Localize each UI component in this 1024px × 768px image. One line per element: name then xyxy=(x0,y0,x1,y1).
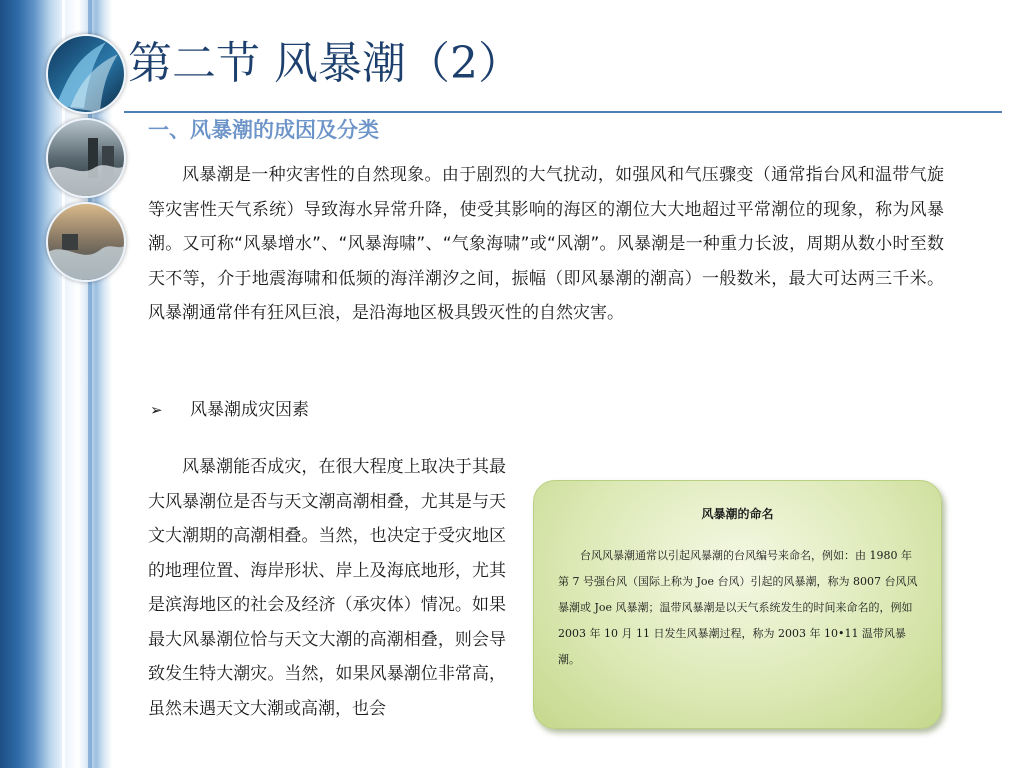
decorative-stripe xyxy=(88,0,92,768)
coastal-storm-photo xyxy=(46,118,126,198)
callout-title: 风暴潮的命名 xyxy=(701,507,774,521)
arrow-bullet-icon: ➢ xyxy=(150,401,163,419)
storm-surge-photo xyxy=(46,202,126,282)
callout-body: 台风风暴潮通常以引起风暴潮的台风编号来命名，例如：由 1980 年第 7 号强台风（国际上称为 Joe 台风）引起的风暴潮，称为 8007 台风风暴潮或 Joe 风暴潮；温带风暴潮是以天气系统发生的时间来命名的，例如 2003 年 10 月 11 日发生风暴潮过程，称为 2003 年 10•11 温带风暴潮。 xyxy=(558,549,918,666)
slide-title: 第二节 风暴潮（2） xyxy=(128,38,522,89)
title-divider xyxy=(124,111,1002,113)
naming-callout-box xyxy=(533,480,942,729)
intro-paragraph: 风暴潮是一种灾害性的自然现象。由于剧烈的大气扰动，如强风和气压骤变（通常指台风和温带气旋等灾害性天气系统）导致海水异常升降，使受其影响的海区的潮位大大地超过平常潮位的现象，称为风暴潮。又可称“风暴增水”、“风暴海啸”、“气象海啸”或“风潮”。风暴潮是一种重力长波，周期从数小时至数天不等，介于地震海啸和低频的海洋潮汐之间，振幅（即风暴潮的潮高）一般数米，最大可达两三千米。风暴潮通常伴有狂风巨浪，是沿海地区极具毁灭性的自然灾害。 xyxy=(148,165,944,323)
factors-paragraph: 风暴潮能否成灾，在很大程度上取决于其最大风暴潮位是否与天文潮高潮相叠，尤其是与天文大潮期的高潮相叠。当然，也决定于受灾地区的地理位置、海岸形状、岸上及海底地形，尤其是滨海地区的社会及经济（承灾体）情况。如果最大风暴潮位恰与天文大潮的高潮相叠，则会导致发生特大潮灾。当然，如果风暴潮位非常高，虽然未遇天文大潮或高潮，也会 xyxy=(148,457,506,719)
bullet-item xyxy=(150,395,309,425)
bullet-label: 风暴潮成灾因素 xyxy=(190,400,309,420)
left-decorative-band xyxy=(0,0,112,768)
ocean-wave-photo xyxy=(46,34,126,114)
decorative-stripe xyxy=(62,0,65,768)
section-heading: 一、风暴潮的成因及分类 xyxy=(148,118,379,142)
